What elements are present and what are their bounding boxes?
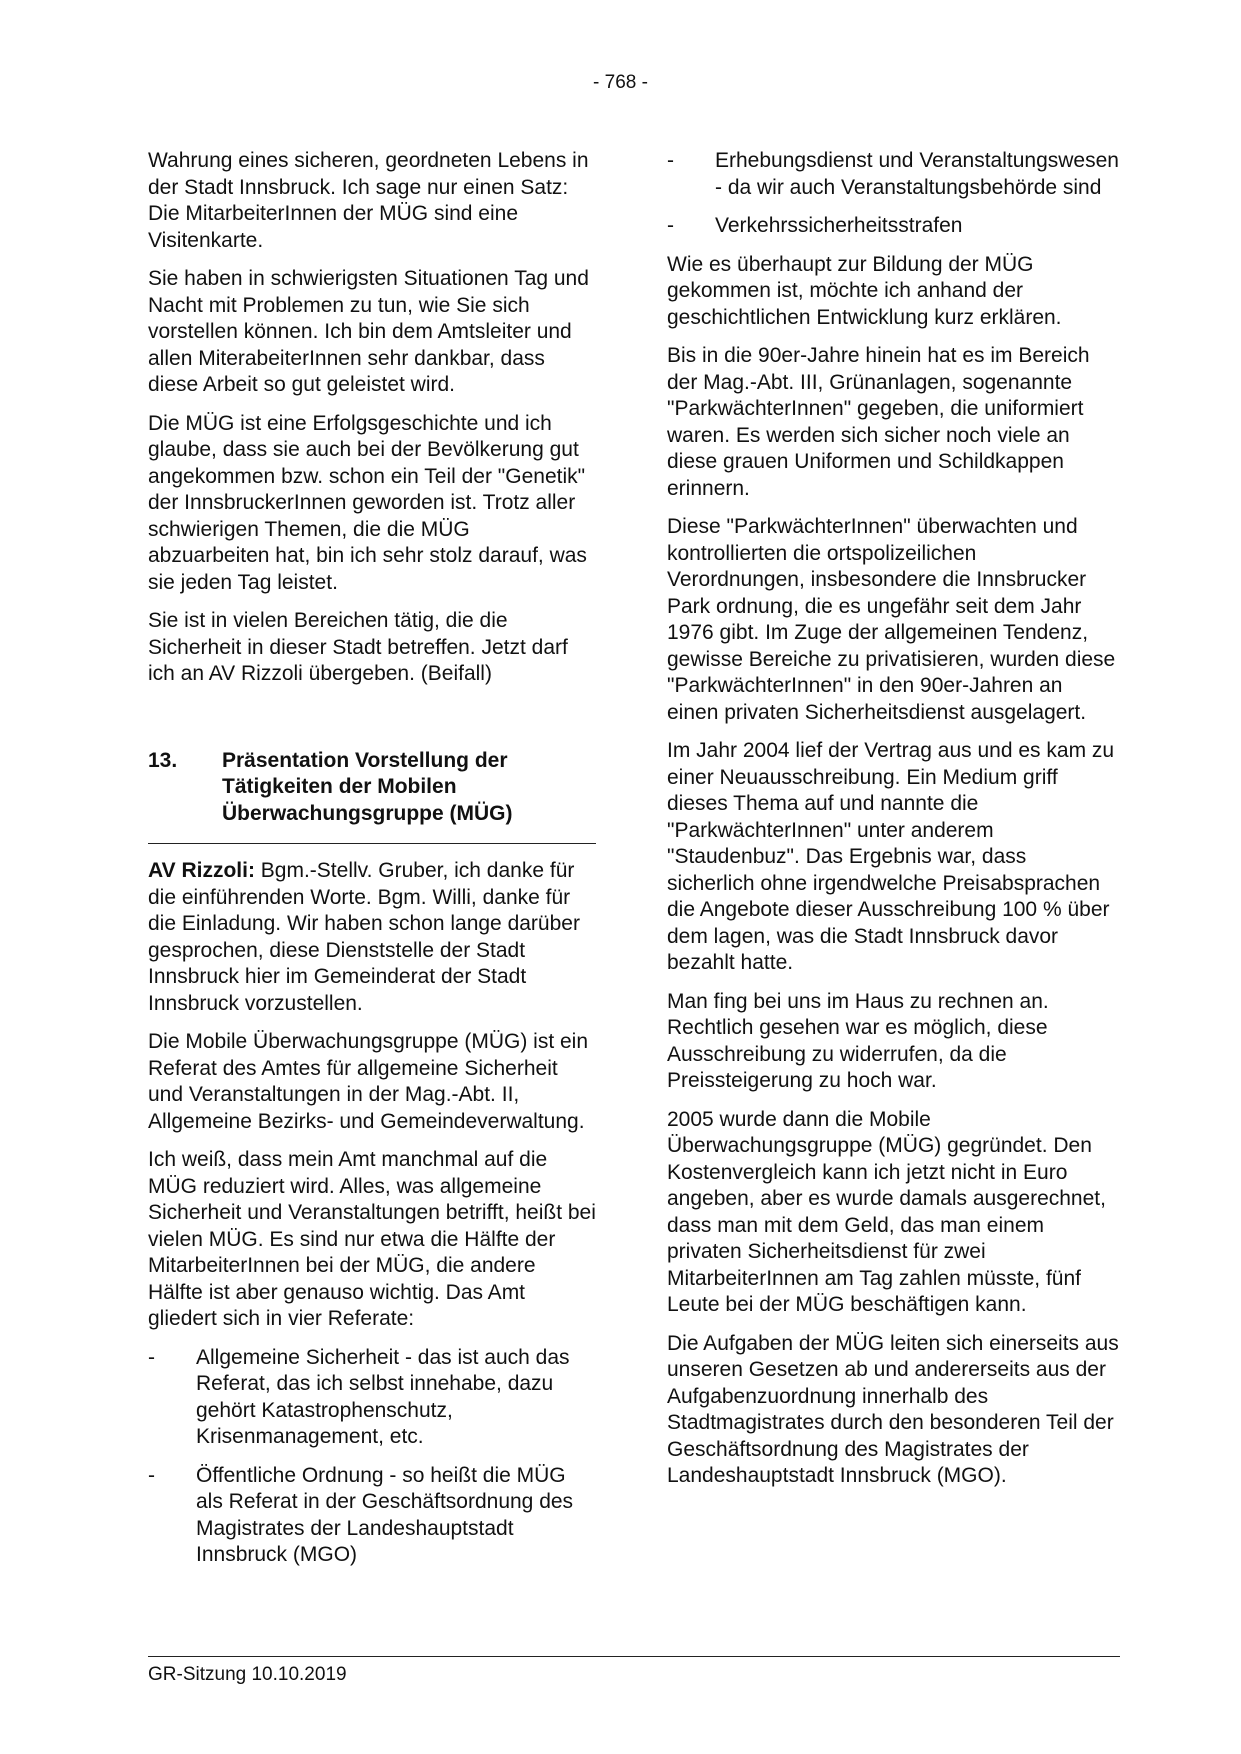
paragraph: 2005 wurde dann die Mobile Überwachungsgruppe (MÜG) gegründet. Den Kostenvergleich kann ich jetzt nicht in Euro angeben, aber es wurde damals ausgerechnet, dass man mit dem Geld, das man einem privaten Sicherheitsdienst für zwei MitarbeiterInnen am Tag zahlen müsste, fünf Leute bei der MÜG beschäftigen kann. xyxy=(667,1107,1106,1316)
list-dash: - xyxy=(148,1345,155,1369)
paragraph: Wahrung eines sicheren, geordneten Lebens in der Stadt Innsbruck. Ich sage nur einen Satz: Die MitarbeiterInnen der MÜG sind eine Visitenkarte. xyxy=(148,149,589,252)
paragraph: Die Aufgaben der MÜG leiten sich einerseits aus unseren Gesetzen ab und andererseits aus der Aufgabenzuordnung innerhalb des Stadtmagistrates durch den besonderen Teil der Geschäftsordnung des Magistrates der Landeshauptstadt Innsbruck (MGO). xyxy=(667,1331,1119,1487)
paragraph: Man fing bei uns im Haus zu rechnen an. Rechtlich gesehen war es möglich, diese Ausschreibung zu widerrufen, da die Preissteigerung zu hoch war. xyxy=(667,989,1049,1092)
list-item xyxy=(667,213,1119,240)
speaker-paragraph xyxy=(148,858,596,1017)
paragraph: Sie haben in schwierigsten Situationen Tag und Nacht mit Problemen zu tun, wie Sie sich vorstellen können. Ich bin dem Amtsleiter und allen MiterabeiterInnen sehr dankbar, dass diese Arbeit so gut geleistet wird. xyxy=(148,267,589,396)
page-number: - 768 - xyxy=(593,72,648,93)
list-item-text: Öffentliche Ordnung - so heißt die MÜG als Referat in der Geschäftsordnung des Magistrates der Landeshauptstadt Innsbruck (MGO) xyxy=(196,1463,574,1566)
agenda-item-heading xyxy=(148,748,596,828)
speaker-text: Bgm.-Stellv. Gruber, ich danke für die einführenden Worte. Bgm. Willi, danke für die Einladung. Wir haben schon lange darüber gesprochen, diese Dienststelle der Stadt Innsbruck hier im Gemeinderat der Stadt Innsbruck vorzustellen. xyxy=(148,859,580,1015)
paragraph: Im Jahr 2004 lief der Vertrag aus und es kam zu einer Neuausschreibung. Ein Medium griff dieses Thema auf und nannte die "ParkwächterInnen" unter anderem "Staudenbuz". Das Ergebnis war, dass sicherlich ohne irgendwelche Preisabsprachen die Angebote dieser Ausschreibung 100 % über dem lagen, was die Stadt Innsbruck davor bezahlt hatte. xyxy=(667,739,1115,974)
list-dash: - xyxy=(667,149,674,172)
footer-text: GR-Sitzung 10.10.2019 xyxy=(148,1664,347,1685)
list-item xyxy=(148,1463,596,1569)
list-item xyxy=(667,148,1119,201)
list-item-text: Allgemeine Sicherheit - das ist auch das Referat, das ich selbst innehabe, dazu gehört Katastrophenschutz, Krisenmanagement, etc. xyxy=(196,1345,570,1448)
paragraph: Wie es überhaupt zur Bildung der MÜG gekommen ist, möchte ich anhand der geschichtlichen Entwicklung kurz erklären. xyxy=(667,252,1062,329)
paragraph: Die Mobile Überwachungsgruppe (MÜG) ist ein Referat des Amtes für allgemeine Sicherheit und Veranstaltungen in der Mag.-Abt. II, Allgemeine Bezirks- und Gemeindeverwaltung. xyxy=(148,1030,589,1133)
paragraph: Diese "ParkwächterInnen" überwachten und kontrollierten die ortspolizeilichen Verordnungen, insbesondere die Innsbrucker Park ordnung, die es ungefähr seit dem Jahr 1976 gibt. Im Zuge der allgemeinen Tendenz, gewisse Bereiche zu privatisieren, wurden diese "ParkwächterInnen" in den 90er-Jahren an einen privaten Sicherheitsdienst ausgelagert. xyxy=(667,515,1116,724)
heading-underline xyxy=(148,843,596,844)
agenda-item-title: Präsentation Vorstellung der Tätigkeiten der Mobilen Überwachungsgruppe (MÜG) xyxy=(222,748,513,825)
footer-divider xyxy=(148,1656,1120,1657)
agenda-item-number: 13. xyxy=(148,748,178,772)
list-dash: - xyxy=(148,1463,155,1487)
speaker-name: AV Rizzoli: xyxy=(148,859,255,882)
paragraph: Bis in die 90er-Jahre hinein hat es im Bereich der Mag.-Abt. III, Grünanlagen, sogenannte "ParkwächterInnen" gegeben, die uniformiert waren. Es werden sich sicher noch viele an diese grauen Uniformen und Schildkappen erinnern. xyxy=(667,344,1090,500)
list-item-text: Verkehrssicherheitsstrafen xyxy=(715,214,963,237)
left-column xyxy=(148,148,596,1581)
paragraph: Ich weiß, dass mein Amt manchmal auf die MÜG reduziert wird. Alles, was allgemeine Sicherheit und Veranstaltungen betrifft, heißt bei vielen MÜG. Es sind nur etwa die Hälfte der MitarbeiterInnen bei der MÜG, die andere Hälfte ist aber genauso wichtig. Das Amt gliedert sich in vier Referate: xyxy=(148,1148,596,1330)
right-column xyxy=(667,148,1119,1502)
list-dash: - xyxy=(667,214,674,237)
list-item xyxy=(148,1345,596,1451)
paragraph: Sie ist in vielen Bereichen tätig, die die Sicherheit in dieser Stadt betreffen. Jetzt darf ich an AV Rizzoli übergeben. (Beifall) xyxy=(148,609,568,685)
list-item-text: Erhebungsdienst und Veranstaltungswesen - da wir auch Veranstaltungsbehörde sind xyxy=(715,149,1119,199)
paragraph: Die MÜG ist eine Erfolgsgeschichte und ich glaube, dass sie auch bei der Bevölkerung gut angekommen bzw. schon ein Teil der "Genetik" der InnsbruckerInnen geworden ist. Trotz aller schwierigen Themen, die die MÜG abzuarbeiten hat, bin ich sehr stolz darauf, was sie jeden Tag leistet. xyxy=(148,411,587,594)
